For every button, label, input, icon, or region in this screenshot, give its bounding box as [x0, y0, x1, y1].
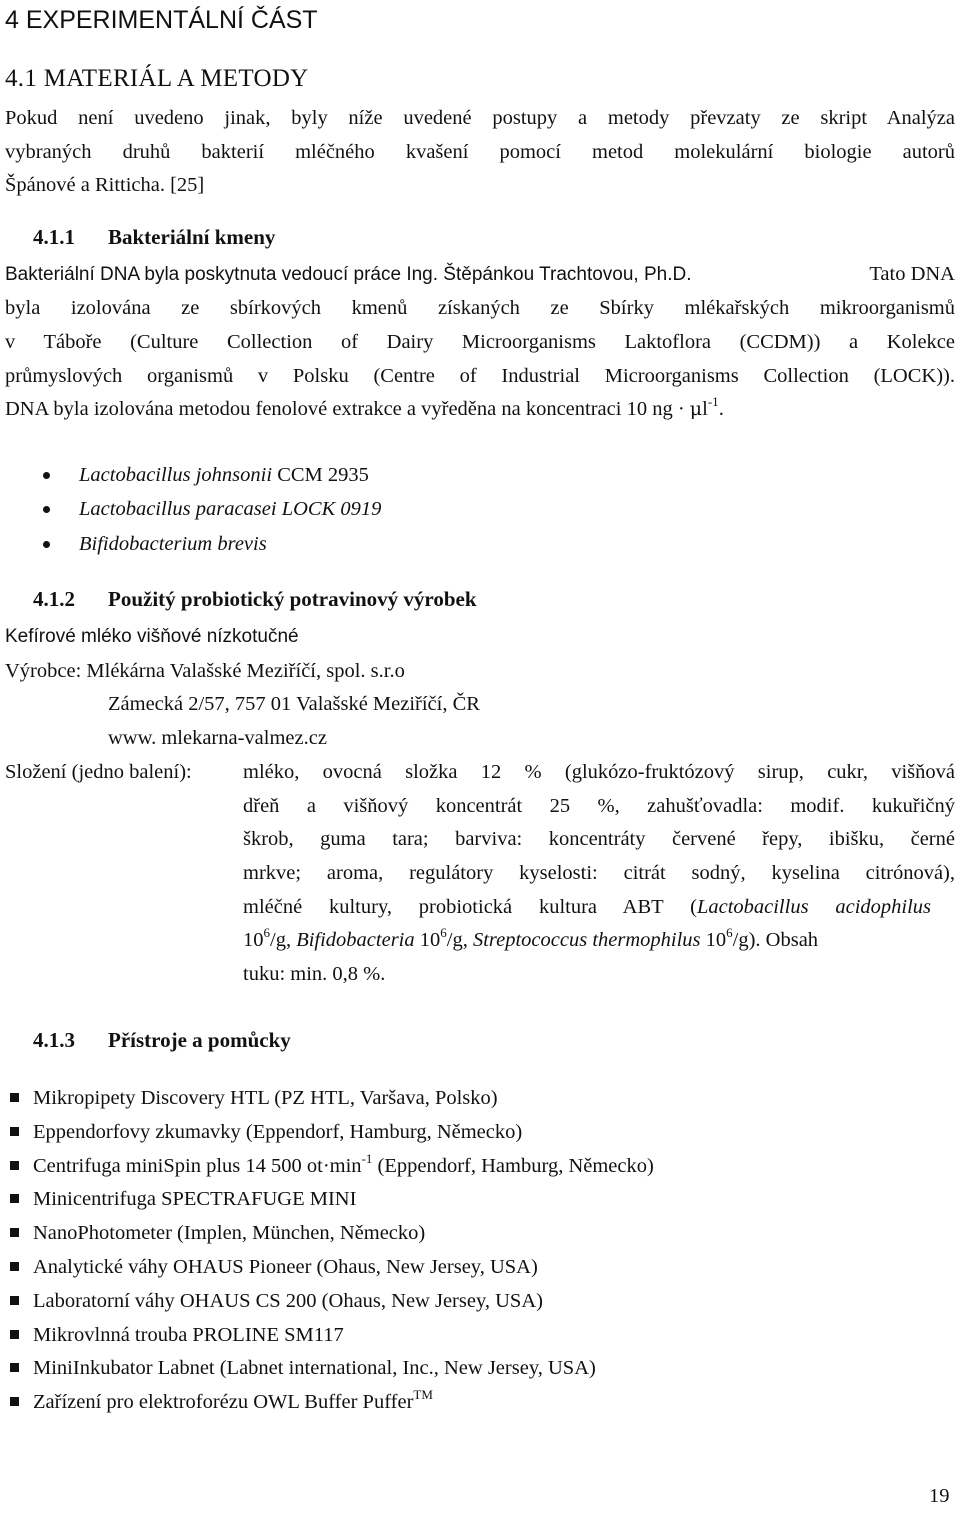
- square-bullet-icon: [10, 1397, 19, 1406]
- section-heading: 4.1 MATERIÁL A METODY: [5, 65, 309, 92]
- square-bullet-icon: [10, 1262, 19, 1271]
- square-bullet-icon: [10, 1363, 19, 1372]
- equipment-item: [33, 1387, 433, 1413]
- equipment-label: Mikrovlnná trouba PROLINE SM117: [33, 1324, 344, 1346]
- product-name: Kefírové mléko višňové nízkotučné: [5, 626, 299, 647]
- equipment-item: [33, 1088, 498, 1109]
- equipment-label: Centrifuga miniSpin plus 14 500 ot·min: [33, 1155, 362, 1177]
- strains-line-2: byla izolována ze sbírkových kmenů získaných ze Sbírky mlékařských mikroorganismů: [5, 297, 955, 319]
- composition-line-1: mléko, ovocná složka 12 % (glukózo-fruktózový sirup, cukr, višňová: [243, 761, 955, 783]
- exponent: 6: [726, 925, 733, 940]
- page-number: 19: [929, 1485, 950, 1507]
- strain-item: [79, 465, 369, 486]
- species-name: Lactobacillus acidophilus: [696, 896, 932, 918]
- count-value: 10: [243, 929, 264, 951]
- equipment-label: Mikropipety Discovery HTL (PZ HTL, Varšava, Polsko): [33, 1087, 498, 1109]
- square-bullet-icon: [10, 1330, 19, 1339]
- unit: /g,: [270, 929, 297, 951]
- species-name: Streptococcus thermophilus: [472, 929, 701, 951]
- count-value: 10: [414, 929, 441, 951]
- strain-item: [79, 534, 267, 555]
- intro-line-1: Pokud není uvedeno jinak, byly níže uvedené postupy a metody převzaty ze skript Analýza: [5, 107, 955, 129]
- count-value: 10: [700, 929, 727, 951]
- strains-line-5: [5, 394, 724, 420]
- equipment-label: Analytické váhy OHAUS Pioneer (Ohaus, New Jersey, USA): [33, 1256, 538, 1278]
- subsection-number: 4.1.3: [33, 1028, 75, 1052]
- composition-line-3: škrob, guma tara; barviva: koncentráty červené řepy, ibišku, černé: [243, 828, 955, 850]
- composition-label: Složení (jedno balení):: [5, 761, 192, 783]
- micro-symbol: μ: [689, 398, 703, 420]
- intro-line-3: [5, 175, 204, 196]
- equipment-item: [33, 1291, 543, 1312]
- subsection-heading-product: [33, 589, 477, 610]
- subsection-number: 4.1.2: [33, 587, 75, 611]
- equipment-item: [33, 1358, 596, 1379]
- square-bullet-icon: [10, 1093, 19, 1102]
- equipment-label: MiniInkubator Labnet (Labnet international, Inc., New Jersey, USA): [33, 1357, 596, 1379]
- product-address: Zámecká 2/57, 757 01 Valašské Meziříčí, ČR: [108, 693, 480, 715]
- strains-line-1-source: Bakteriální DNA byla poskytnuta vedoucí práce Ing. Štěpánkou Trachtovou, Ph.D.: [5, 264, 692, 285]
- equipment-item: [33, 1151, 654, 1177]
- subsection-number: 4.1.1: [33, 225, 75, 249]
- equipment-label: Zařízení pro elektroforézu OWL Buffer Puffer: [33, 1391, 414, 1413]
- composition-line-7: tuku: min. 0,8 %.: [243, 963, 386, 985]
- superscript: TM: [413, 1387, 433, 1402]
- intro-line-2: vybraných druhů bakterií mléčného kvašení pomocí metod molekulární biologie autorů: [5, 141, 955, 163]
- subsection-title: Přístroje a pomůcky: [108, 1028, 291, 1052]
- strain-code: CCM 2935: [277, 464, 369, 486]
- bullet-icon: [43, 541, 50, 548]
- concentration-text: DNA byla izolována metodou fenolové extrakce a vyředěna na koncentraci 10 ng ·: [5, 398, 690, 420]
- unit: /g). Obsah: [732, 929, 819, 951]
- bullet-icon: [43, 506, 50, 513]
- strains-line-1: [5, 264, 955, 285]
- period: .: [718, 398, 724, 420]
- equipment-item: [33, 1223, 425, 1244]
- equipment-item: [33, 1189, 356, 1210]
- liter-unit: l: [702, 398, 708, 420]
- composition-line-4: mrkve; aroma, regulátory kyselosti: citrát sodný, kyselina citrónová),: [243, 862, 955, 884]
- square-bullet-icon: [10, 1194, 19, 1203]
- composition-line-5: [243, 897, 931, 918]
- exponent: -1: [707, 394, 719, 409]
- unit: /g,: [446, 929, 473, 951]
- square-bullet-icon: [10, 1296, 19, 1305]
- strains-line-1-end: Tato DNA: [869, 263, 955, 285]
- square-bullet-icon: [10, 1228, 19, 1237]
- square-bullet-icon: [10, 1127, 19, 1136]
- exponent: 6: [263, 925, 270, 940]
- strain-item: [79, 499, 381, 520]
- equipment-item: [33, 1122, 522, 1143]
- composition-text: mléčné kultury, probiotická kultura ABT (: [243, 896, 697, 918]
- superscript: -1: [361, 1151, 373, 1166]
- exponent: 6: [440, 925, 447, 940]
- composition-line-2: dřeň a višňový koncentrát 25 %, zahušťovadla: modif. kukuřičný: [243, 795, 955, 817]
- equipment-label: NanoPhotometer (Implen, München, Německo): [33, 1222, 426, 1244]
- equipment-label: Laboratorní váhy OHAUS CS 200 (Ohaus, New Jersey, USA): [33, 1290, 543, 1312]
- equipment-label: Eppendorfovy zkumavky (Eppendorf, Hamburg, Německo): [33, 1121, 523, 1143]
- subsection-title: Bakteriální kmeny: [108, 225, 276, 249]
- subsection-heading-strains: [33, 227, 275, 248]
- chapter-heading: 4 EXPERIMENTÁLNÍ ČÁST: [5, 6, 318, 34]
- equipment-label-suffix: (Eppendorf, Hamburg, Německo): [372, 1155, 654, 1177]
- product-web: www. mlekarna-valmez.cz: [108, 727, 327, 749]
- equipment-item: [33, 1257, 538, 1278]
- square-bullet-icon: [10, 1161, 19, 1170]
- bullet-icon: [43, 472, 50, 479]
- equipment-item: [33, 1325, 344, 1346]
- strain-name: Lactobacillus paracasei LOCK 0919: [79, 498, 382, 520]
- intro-line-3-name: Špánové a Ritticha. [25]: [5, 174, 205, 196]
- subsection-heading-equipment: [33, 1030, 291, 1051]
- strain-name: Bifidobacterium brevis: [79, 533, 267, 555]
- subsection-title: Použitý probiotický potravinový výrobek: [108, 587, 477, 611]
- product-producer: Výrobce: Mlékárna Valašské Meziříčí, spol. s.r.o: [5, 660, 405, 682]
- strains-line-4: průmyslových organismů v Polsku (Centre of Industrial Microorganisms Collection (LOCK)).: [5, 365, 955, 387]
- strain-name: Lactobacillus johnsonii: [79, 464, 273, 486]
- strains-line-3: v Táboře (Culture Collection of Dairy Microorganisms Laktoflora (CCDM)) a Kolekce: [5, 331, 955, 353]
- equipment-label: Minicentrifuga SPECTRAFUGE MINI: [33, 1188, 357, 1210]
- species-name: Bifidobacteria: [296, 929, 415, 951]
- composition-line-6: [243, 925, 819, 951]
